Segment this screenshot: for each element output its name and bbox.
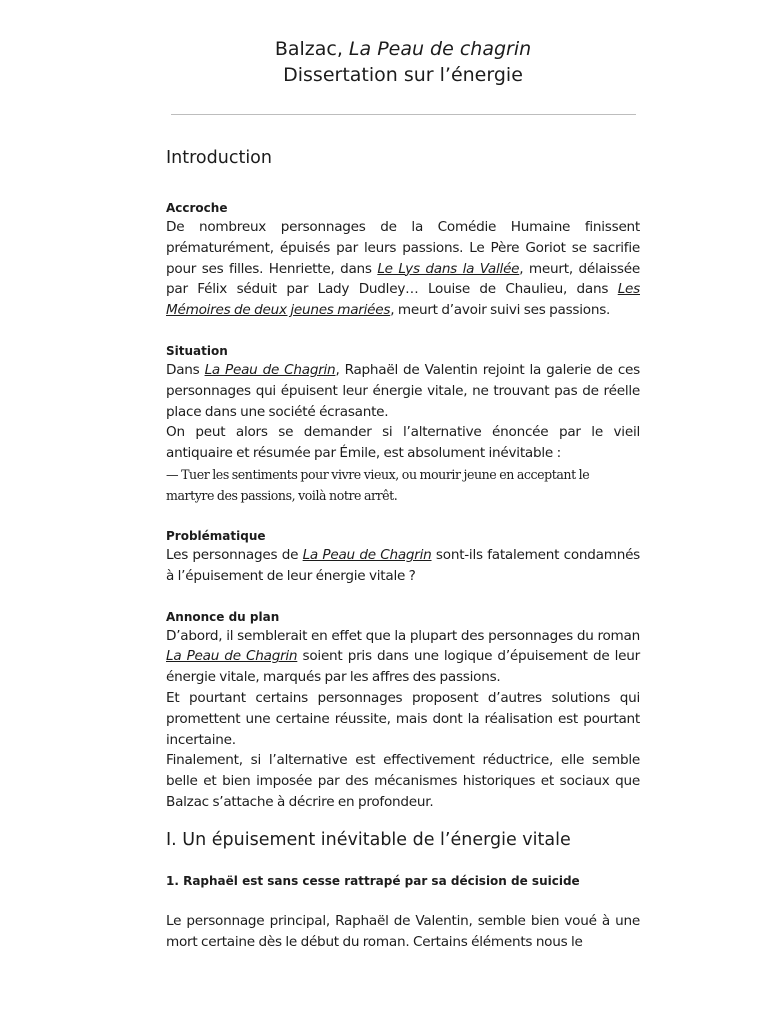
situation-question-paragraph: On peut alors se demander si l’alternative énoncée par le vieil antiquaire et résumée par Émile, est absolument inévitable : <box>166 424 640 462</box>
author-prefix: Balzac, <box>274 38 349 60</box>
problematique-paragraph <box>166 545 640 587</box>
situation-heading: Situation <box>166 343 228 358</box>
plan-heading: Annonce du plan <box>166 609 280 624</box>
situation-text-1: Dans <box>166 361 205 378</box>
part-one-subheading: 1. Raphaël est sans cesse rattrapé par sa décision de suicide <box>166 873 580 888</box>
problematique-text-2: sont-ils fatalement condamnés à l’épuisement de leur énergie vitale ? <box>166 546 641 584</box>
situation-paragraph <box>166 360 640 422</box>
accroche-heading: Accroche <box>166 201 228 215</box>
accroche-text-2: , meurt, délaissée par Félix séduit par Lady Dudley… Louise de Chaulieu, dans <box>166 260 640 298</box>
work-reference-peau: La Peau de Chagrin <box>302 546 432 563</box>
work-reference-lys: Le Lys dans la Vallée <box>377 260 520 277</box>
work-reference-peau: La Peau de Chagrin <box>204 361 336 378</box>
plan-paragraph-3: Finalement, si l’alternative est effectivement réductrice, elle semble belle et bien imposée par des mécanismes historiques et sociaux que Balzac s’attache à décrire en profondeur. <box>166 752 640 810</box>
plan-text-2: soient pris dans une logique d’épuisement de leur énergie vitale, marqués par les affres des passions. <box>166 648 641 686</box>
introduction-heading: Introduction <box>166 148 272 168</box>
title-divider <box>171 114 636 115</box>
antiquaire-quote: — Tuer les sentiments pour vivre vieux, ou mourir jeune en acceptant le martyre des passions, voilà notre arrêt. <box>166 466 590 503</box>
work-reference-memoires: Les Mémoires de deux jeunes mariées <box>166 281 640 319</box>
situation-text-2: , Raphaël de Valentin rejoint la galerie de ces personnages qui épuisent leur énergie vitale, ne trouvant pas de réelle place dans une société écrasante. <box>166 361 640 420</box>
title-line <box>0 36 768 62</box>
problematique-heading: Problématique <box>166 528 266 543</box>
plan-paragraph-1 <box>166 626 640 688</box>
document-subtitle: Dissertation sur l’énergie <box>283 64 523 86</box>
problematique-text-1: Les personnages de <box>166 546 303 563</box>
work-title: La Peau de chagrin <box>348 38 532 60</box>
document-title <box>0 36 768 88</box>
work-reference-peau: La Peau de Chagrin <box>166 648 298 665</box>
part-one-paragraph: Le personnage principal, Raphaël de Valentin, semble bien voué à une mort certaine dès le début du roman. Certains éléments nous le <box>166 912 640 950</box>
plan-text-1: D’abord, il semblerait en effet que la plupart des personnages du roman <box>166 627 640 644</box>
part-one-heading: I. Un épuisement inévitable de l’énergie vitale <box>166 829 571 850</box>
plan-paragraph-2: Et pourtant certains personnages proposent d’autres solutions qui promettent une certaine réussite, mais dont la réalisation est pourtant incertaine. <box>166 689 640 748</box>
accroche-text-1: De nombreux personnages de la Comédie Humaine finissent prématurément, épuisés par leurs passions. Le Père Goriot se sacrifie pour ses filles. Henriette, dans <box>166 219 640 277</box>
document-body <box>166 146 640 952</box>
accroche-paragraph <box>166 217 640 321</box>
accroche-text-3: , meurt d’avoir suivi ses passions. <box>390 302 611 319</box>
